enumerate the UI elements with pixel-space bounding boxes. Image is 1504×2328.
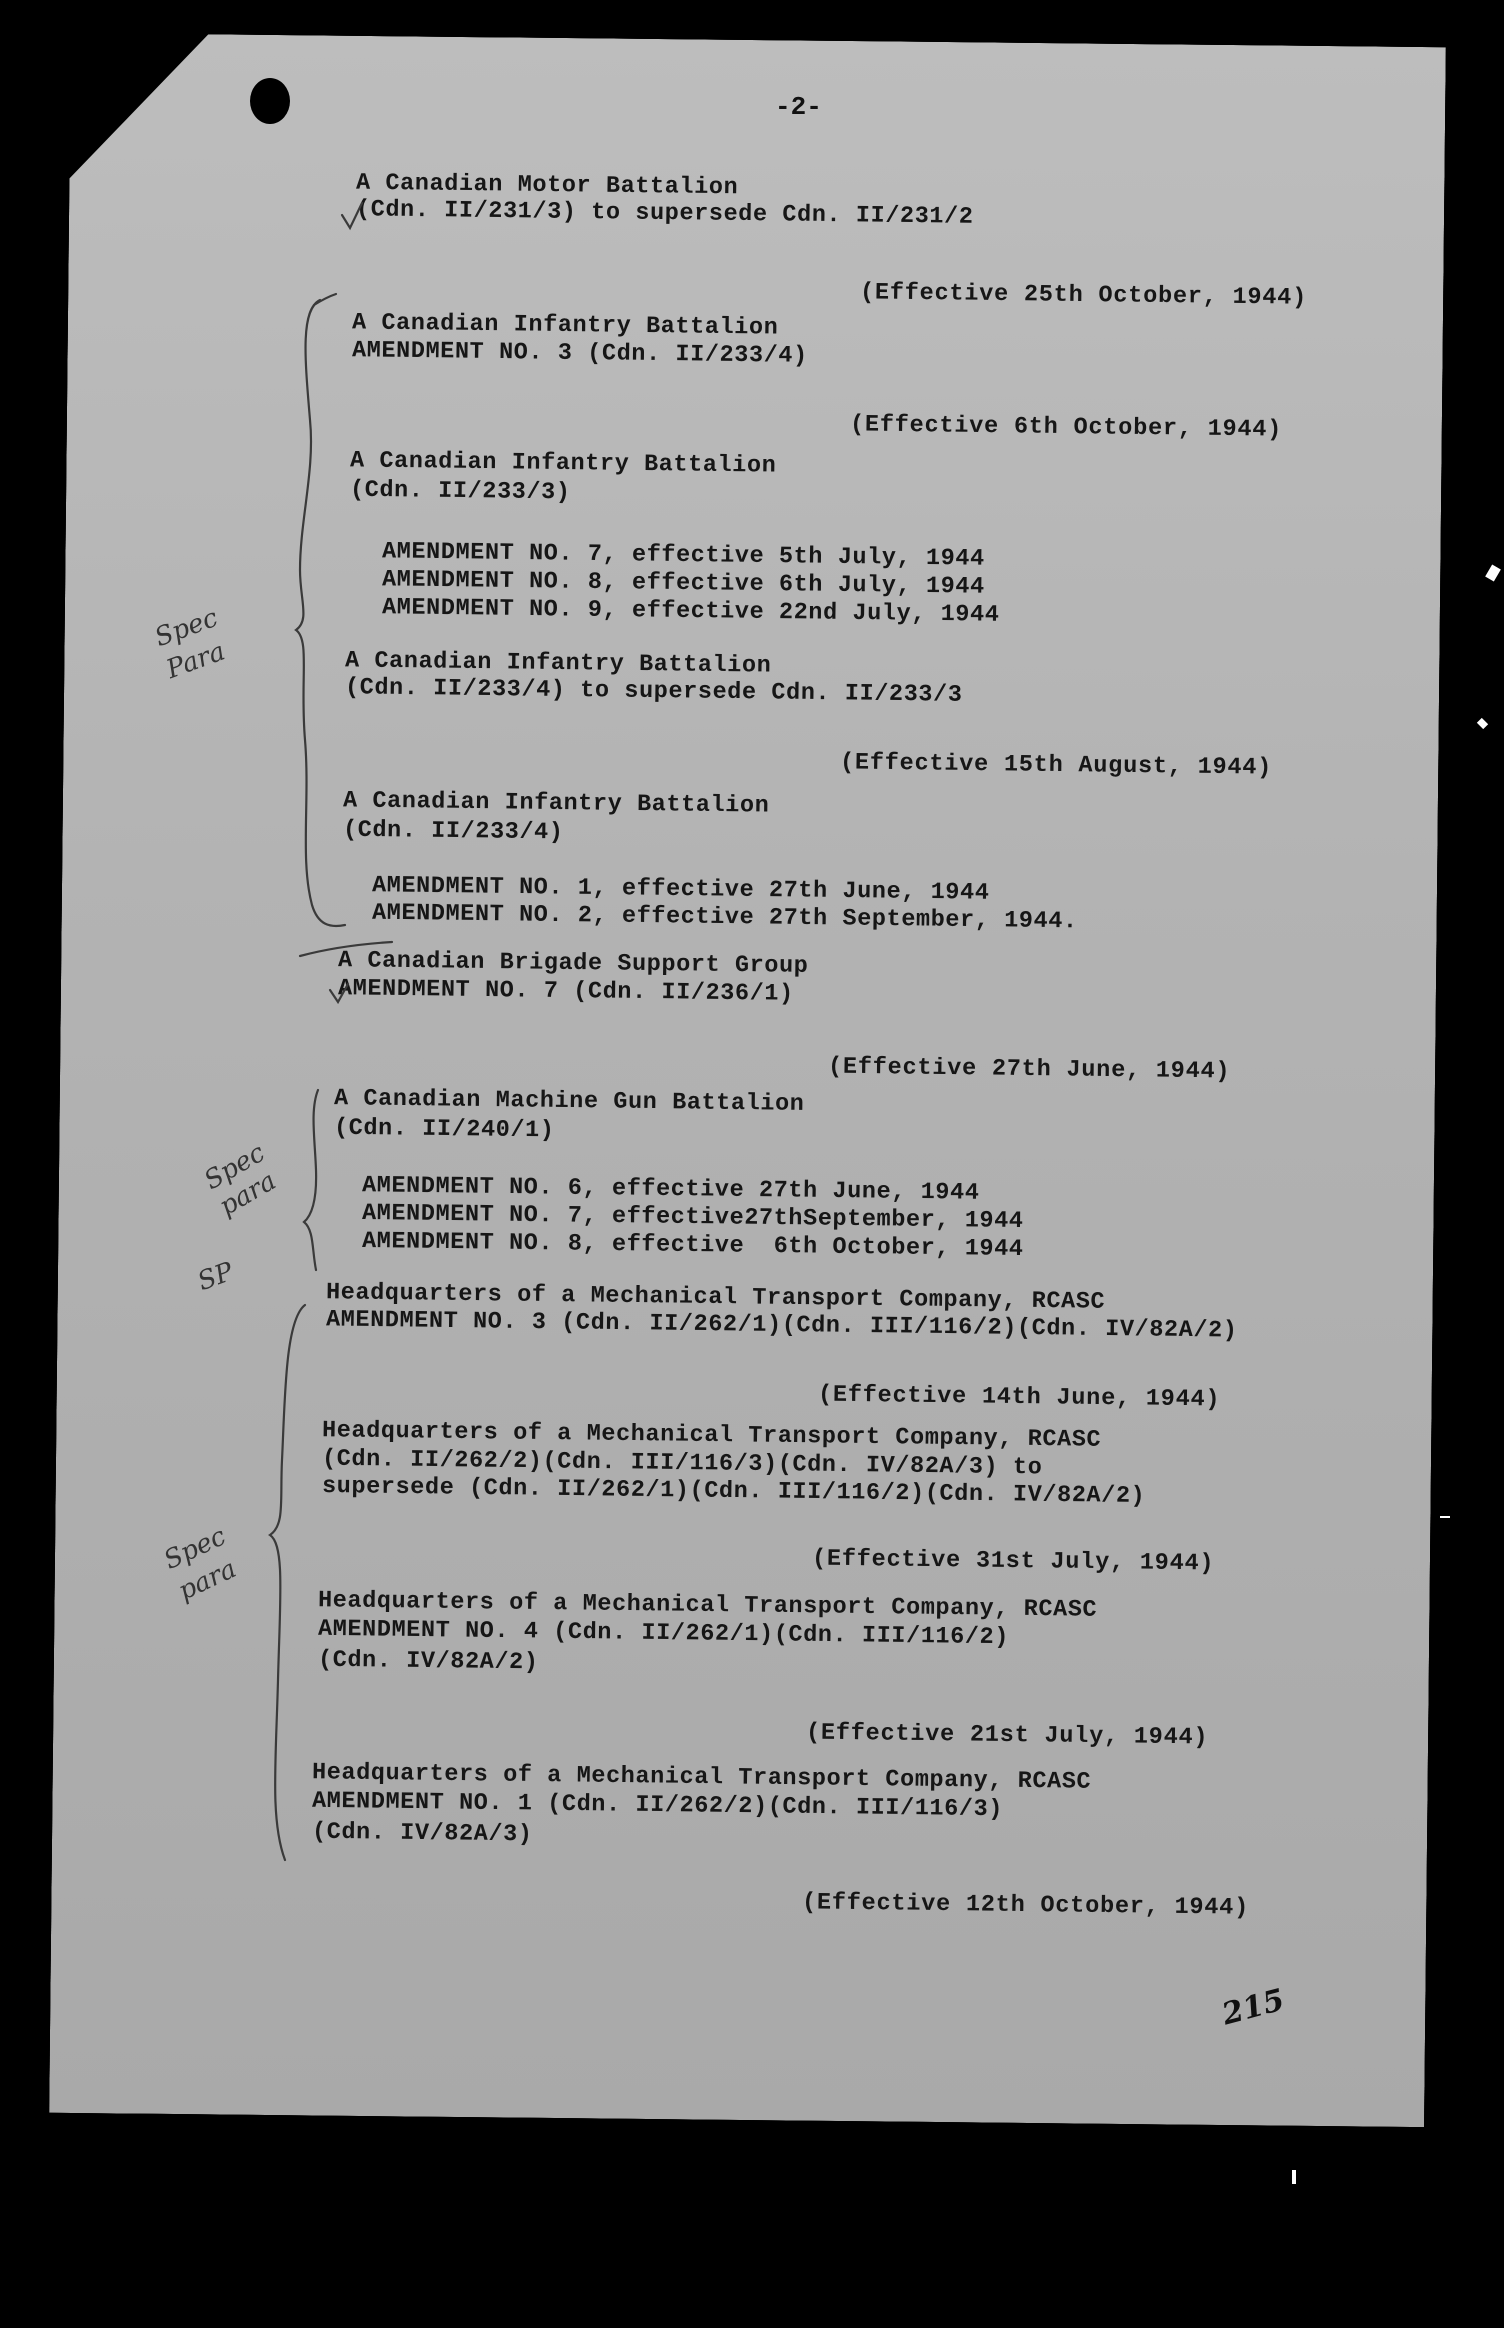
entry-title: Headquarters of a Mechanical Transport Company, RCASC xyxy=(325,1279,1106,1316)
effective-date: (Effective 21st July, 1944) xyxy=(805,1719,1209,1752)
entry-line: (Cdn. II/233/4) to supersede Cdn. II/233/3 xyxy=(344,674,963,709)
page-number: -2- xyxy=(775,92,822,122)
handwritten-note: Spec para xyxy=(199,1137,282,1223)
effective-date: (Effective 15th August, 1944) xyxy=(839,749,1273,782)
entry-line: AMENDMENT NO. 3 (Cdn. II/233/4) xyxy=(351,337,808,370)
entry-title: A Canadian Machine Gun Battalion xyxy=(333,1085,805,1118)
entry-line: (Cdn. II/233/4) xyxy=(342,816,564,847)
bracket-mark xyxy=(270,1305,305,1860)
effective-date: (Effective 12th October, 1944) xyxy=(801,1889,1250,1922)
entry-line: (Cdn. II/240/1) xyxy=(333,1114,555,1145)
amendment-line: AMENDMENT NO. 7, effective27thSeptember, 1944 xyxy=(361,1199,1024,1236)
amendment-line: AMENDMENT NO. 8, effective 6th October, 1944 xyxy=(361,1227,1024,1264)
entry-title: A Canadian Motor Battalion xyxy=(355,169,739,202)
handwritten-note: SP xyxy=(193,1256,238,1298)
entry-title: A Canadian Infantry Battalion xyxy=(342,787,770,820)
scan-speck xyxy=(1440,1516,1450,1518)
amendment-line: AMENDMENT NO. 6, effective 27th June, 1944 xyxy=(361,1172,980,1207)
entry-line: (Cdn. IV/82A/2) xyxy=(317,1646,539,1677)
entry-title: Headquarters of a Mechanical Transport Company, RCASC xyxy=(311,1759,1092,1796)
entry-title: A Canadian Infantry Battalion xyxy=(344,647,772,680)
amendment-line: AMENDMENT NO. 1, effective 27th June, 1944 xyxy=(371,872,990,907)
entry-title: Headquarters of a Mechanical Transport Company, RCASC xyxy=(317,1587,1098,1624)
entry-title: A Canadian Brigade Support Group xyxy=(337,947,809,980)
entry-line: AMENDMENT NO. 3 (Cdn. II/262/1)(Cdn. III/116/2)(Cdn. IV/82A/2) xyxy=(325,1306,1238,1345)
handwritten-note: Spec Para xyxy=(150,602,230,686)
strike-mark xyxy=(314,294,336,305)
check-mark xyxy=(342,203,362,228)
entry-line: (Cdn. II/262/2)(Cdn. III/116/3)(Cdn. IV/82A/3) to xyxy=(321,1445,1043,1482)
effective-date: (Effective 14th June, 1944) xyxy=(817,1381,1221,1414)
effective-date: (Effective 27th June, 1944) xyxy=(827,1053,1231,1086)
scan-speck xyxy=(1292,2170,1296,2184)
entry-title: A Canadian Infantry Battalion xyxy=(351,309,779,342)
effective-date: (Effective 25th October, 1944) xyxy=(859,279,1308,312)
entry-line: AMENDMENT NO. 7 (Cdn. II/236/1) xyxy=(337,975,794,1008)
entry-line: AMENDMENT NO. 1 (Cdn. II/262/2)(Cdn. III/116/3) xyxy=(311,1787,1004,1824)
handwritten-note: Spec para xyxy=(159,1521,241,1607)
entry-line: (Cdn. IV/82A/3) xyxy=(311,1818,533,1849)
entry-line: (Cdn. II/231/3) to supersede Cdn. II/231/2 xyxy=(355,196,974,231)
amendment-line: AMENDMENT NO. 8, effective 6th July, 1944 xyxy=(381,566,985,601)
amendment-line: AMENDMENT NO. 9, effective 22nd July, 1944 xyxy=(381,594,1000,629)
effective-date: (Effective 6th October, 1944) xyxy=(849,411,1283,444)
check-mark xyxy=(330,984,348,1002)
bracket-mark xyxy=(304,1090,318,1270)
strike-mark xyxy=(300,942,392,956)
handwritten-page-mark: 215 xyxy=(1218,1982,1289,2033)
amendment-line: AMENDMENT NO. 2, effective 27th September, 1944. xyxy=(371,899,1078,936)
entry-title: Headquarters of a Mechanical Transport Company, RCASC xyxy=(321,1417,1102,1454)
entry-line: (Cdn. II/233/3) xyxy=(349,476,571,507)
bracket-mark xyxy=(296,300,345,926)
amendment-line: AMENDMENT NO. 7, effective 5th July, 1944 xyxy=(381,538,985,573)
effective-date: (Effective 31st July, 1944) xyxy=(811,1545,1215,1578)
entry-line: AMENDMENT NO. 4 (Cdn. II/262/1)(Cdn. III/116/2) xyxy=(317,1615,1010,1652)
entry-title: A Canadian Infantry Battalion xyxy=(349,447,777,480)
entry-line: supersede (Cdn. II/262/1)(Cdn. III/116/2)(Cdn. IV/82A/2) xyxy=(321,1472,1146,1511)
